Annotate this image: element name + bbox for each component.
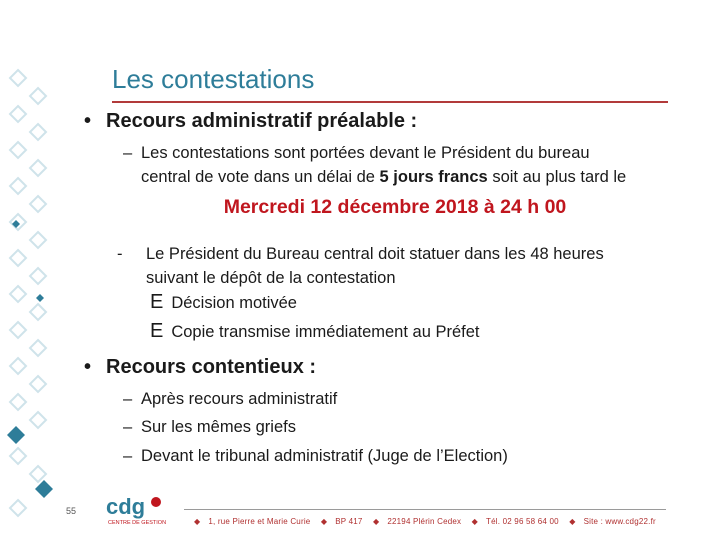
footer-city: 22194 Plérin Cedex — [387, 517, 462, 526]
text-regular: central de vote dans un délai de — [141, 168, 380, 186]
footer-diamond-icon: ◆ — [194, 517, 201, 526]
dash-marker: – — [123, 418, 133, 436]
footer-address: 1, rue Pierre et Marie Curie — [208, 517, 311, 526]
list-item-text: Devant le tribunal administratif (Juge de l’Election) — [141, 447, 508, 465]
sub-item-text: Copie transmise immédiatement au Préfet — [171, 323, 480, 341]
cdg-logo-mark — [102, 492, 176, 534]
slide-number: 55 — [66, 506, 77, 516]
dash-marker: – — [123, 447, 133, 465]
side-diamond-pattern — [0, 60, 62, 530]
bullet-marker: • — [84, 110, 92, 132]
footer-diamond-icon: ◆ — [569, 517, 576, 526]
list-item-text-line-1: Les contestations sont portées devant le Président du bureau — [141, 144, 590, 162]
section-heading-text: Recours administratif préalable : — [106, 110, 418, 132]
logo-dot — [151, 497, 161, 507]
text-regular-after: soit au plus tard le — [487, 168, 627, 186]
logo-text: cdg — [106, 494, 146, 519]
footer-site: Site : www.cdg22.fr — [583, 517, 656, 526]
footer-contact — [186, 517, 656, 526]
list-item-contestations-delai — [123, 141, 683, 189]
list-item-tribunal-administratif — [123, 444, 508, 468]
sub-item-marker: E — [150, 291, 164, 313]
list-item-text: Sur les mêmes griefs — [141, 418, 296, 436]
text-bold-delai: 5 jours francs — [379, 168, 488, 186]
list-item-apres-recours — [123, 387, 337, 411]
footer-diamond-icon: ◆ — [373, 517, 380, 526]
footer-rule — [184, 509, 666, 510]
title-underline — [112, 101, 668, 103]
logo-subtext: CENTRE DE GESTION — [108, 520, 167, 526]
dash-marker: - — [117, 245, 123, 263]
list-item-text-line-2: suivant le dépôt de la contestation — [146, 269, 396, 287]
footer-tel: Tél. 02 96 58 64 00 — [486, 517, 559, 526]
dash-marker: – — [123, 144, 133, 162]
bullet-marker: • — [84, 356, 92, 378]
sub-item-copie-prefet — [150, 320, 479, 343]
list-item-text: Après recours administratif — [141, 390, 338, 408]
sub-item-decision-motivee — [150, 291, 297, 314]
dash-marker: – — [123, 390, 133, 408]
sub-item-text: Décision motivée — [171, 294, 297, 312]
section-heading-recours-administratif — [84, 110, 417, 133]
cdg-logo — [102, 492, 176, 539]
sub-item-marker: E — [150, 320, 164, 342]
list-item-text-line-2 — [123, 165, 683, 189]
list-item-memes-griefs — [123, 415, 296, 439]
footer-diamond-icon: ◆ — [320, 517, 328, 526]
list-item-text-line-1: Le Président du Bureau central doit statuer dans les 48 heures — [146, 245, 604, 263]
list-item-president-statuer — [117, 242, 677, 290]
footer-diamond-icon: ◆ — [471, 517, 479, 526]
section-heading-text: Recours contentieux : — [106, 356, 317, 378]
deadline-highlight: Mercredi 12 décembre 2018 à 24 h 00 — [223, 196, 567, 218]
footer-bp: BP 417 — [335, 517, 363, 526]
section-heading-recours-contentieux — [84, 356, 316, 379]
page-title: Les contestations — [112, 64, 315, 94]
